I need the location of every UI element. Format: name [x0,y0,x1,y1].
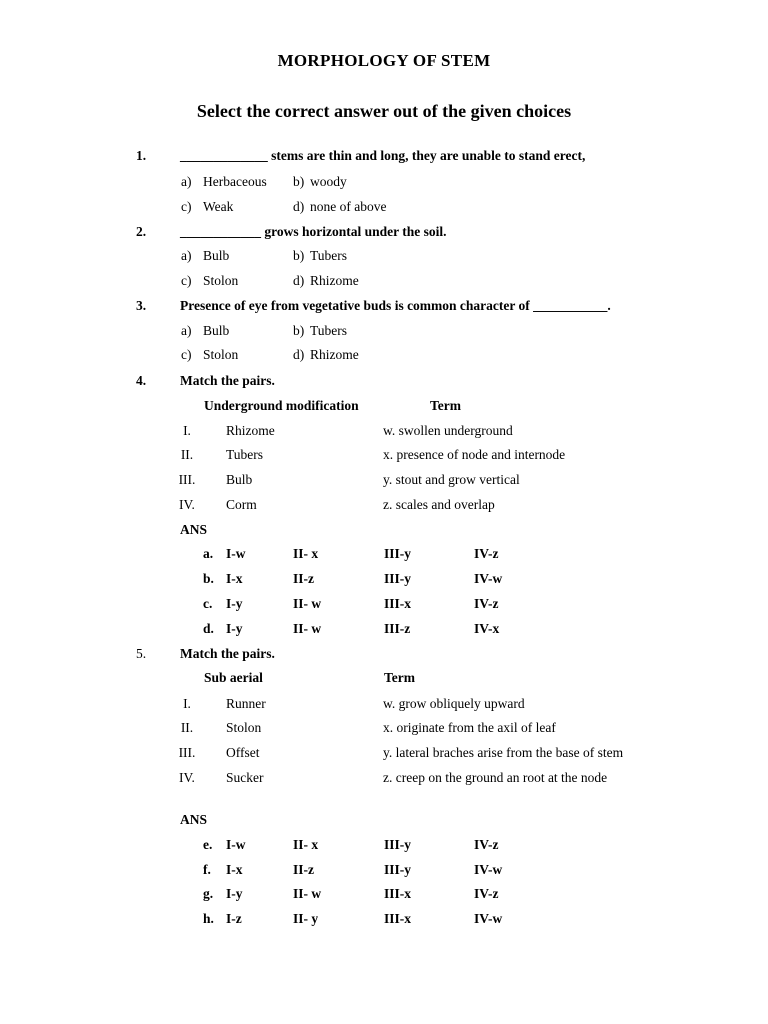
option-text: none of above [310,199,387,214]
option-label: a) [181,174,192,189]
answer-pair: II- w [293,621,322,636]
instructions-subtitle: Select the correct answer out of the given choices [196,101,572,121]
option-text: woody [310,174,347,189]
match-term: z. creep on the ground an root at the node [383,770,608,785]
question-number: 4. [136,373,147,388]
column-header: Term [430,398,461,413]
roman-numeral: III. [178,745,196,760]
question-number: 5. [136,646,147,661]
answer-pair: III-z [384,621,411,636]
match-item: Stolon [226,720,262,735]
roman-numeral: II. [180,720,194,735]
answer-option-letter: h. [203,911,214,926]
option-text: Bulb [203,323,230,338]
answer-pair: IV-x [474,621,500,636]
answer-option-letter: c. [203,596,213,611]
option-label: b) [293,323,305,338]
answer-pair: IV-z [474,886,499,901]
match-term: z. scales and overlap [383,497,495,512]
answer-pair: III-x [384,911,412,926]
answer-label: ANS [180,812,208,827]
answer-pair: I-z [226,911,242,926]
match-item: Tubers [226,447,264,462]
answer-pair: I-w [226,837,246,852]
question-text: Match the pairs. [180,373,275,388]
roman-numeral: II. [180,447,194,462]
match-item: Bulb [226,472,253,487]
match-term: x. originate from the axil of leaf [383,720,556,735]
answer-pair: III-y [384,571,412,586]
option-text: Rhizome [310,273,359,288]
question-text: Presence of eye from vegetative buds is common character of ___________. [180,298,611,313]
answer-pair: III-y [384,837,412,852]
question-number: 3. [136,298,147,313]
answer-pair: II- w [293,886,322,901]
option-text: Stolon [203,273,239,288]
answer-pair: II-z [293,862,314,877]
roman-numeral: I. [183,696,191,711]
option-text: Bulb [203,248,230,263]
roman-numeral: IV. [179,770,195,785]
answer-option-letter: b. [203,571,214,586]
option-label: c) [181,273,192,288]
option-text: Weak [203,199,234,214]
question-text: _____________ stems are thin and long, they are unable to stand erect, [180,148,586,163]
option-label: c) [181,347,192,362]
option-text: Tubers [310,248,348,263]
roman-numeral: III. [178,472,196,487]
question-number: 1. [136,148,147,163]
answer-pair: II-z [293,571,314,586]
question-text: ____________ grows horizontal under the soil. [180,224,447,239]
answer-pair: IV-w [474,862,503,877]
match-term: x. presence of node and internode [383,447,566,462]
column-header: Term [384,670,415,685]
answer-pair: II- y [293,911,319,926]
option-label: b) [293,174,305,189]
answer-pair: IV-z [474,837,499,852]
option-label: a) [181,248,192,263]
match-item: Rhizome [226,423,275,438]
answer-pair: III-y [384,546,412,561]
answer-option-letter: f. [203,862,211,877]
answer-option-letter: e. [203,837,213,852]
question-number: 2. [136,224,147,239]
match-item: Sucker [226,770,264,785]
answer-pair: II- w [293,596,322,611]
answer-pair: III-x [384,886,412,901]
column-header: Sub aerial [204,670,263,685]
option-label: d) [293,273,305,288]
answer-option-letter: a. [203,546,214,561]
answer-pair: IV-z [474,596,499,611]
answer-pair: I-x [226,862,243,877]
option-label: d) [293,347,305,362]
option-text: Tubers [310,323,348,338]
answer-pair: I-y [226,886,243,901]
option-label: d) [293,199,305,214]
match-term: w. grow obliquely upward [383,696,525,711]
answer-pair: IV-w [474,571,503,586]
roman-numeral: IV. [179,497,195,512]
answer-option-letter: d. [203,621,214,636]
match-term: y. lateral braches arise from the base of stem [383,745,624,760]
match-term: y. stout and grow vertical [383,472,520,487]
answer-pair: III-x [384,596,412,611]
option-label: c) [181,199,192,214]
answer-option-letter: g. [203,886,214,901]
answer-label: ANS [180,522,208,537]
option-label: a) [181,323,192,338]
match-item: Runner [226,696,266,711]
answer-pair: IV-w [474,911,503,926]
answer-pair: I-x [226,571,243,586]
page-title: MORPHOLOGY OF STEM [277,51,491,70]
answer-pair: I-y [226,621,243,636]
match-item: Offset [226,745,260,760]
match-term: w. swollen underground [383,423,513,438]
column-header: Underground modification [204,398,359,413]
answer-pair: IV-z [474,546,499,561]
match-item: Corm [226,497,257,512]
roman-numeral: I. [183,423,191,438]
option-text: Stolon [203,347,239,362]
answer-pair: II- x [293,546,319,561]
option-label: b) [293,248,305,263]
option-text: Herbaceous [203,174,267,189]
answer-pair: I-w [226,546,246,561]
question-text: Match the pairs. [180,646,275,661]
option-text: Rhizome [310,347,359,362]
answer-pair: II- x [293,837,319,852]
answer-pair: I-y [226,596,243,611]
answer-pair: III-y [384,862,412,877]
